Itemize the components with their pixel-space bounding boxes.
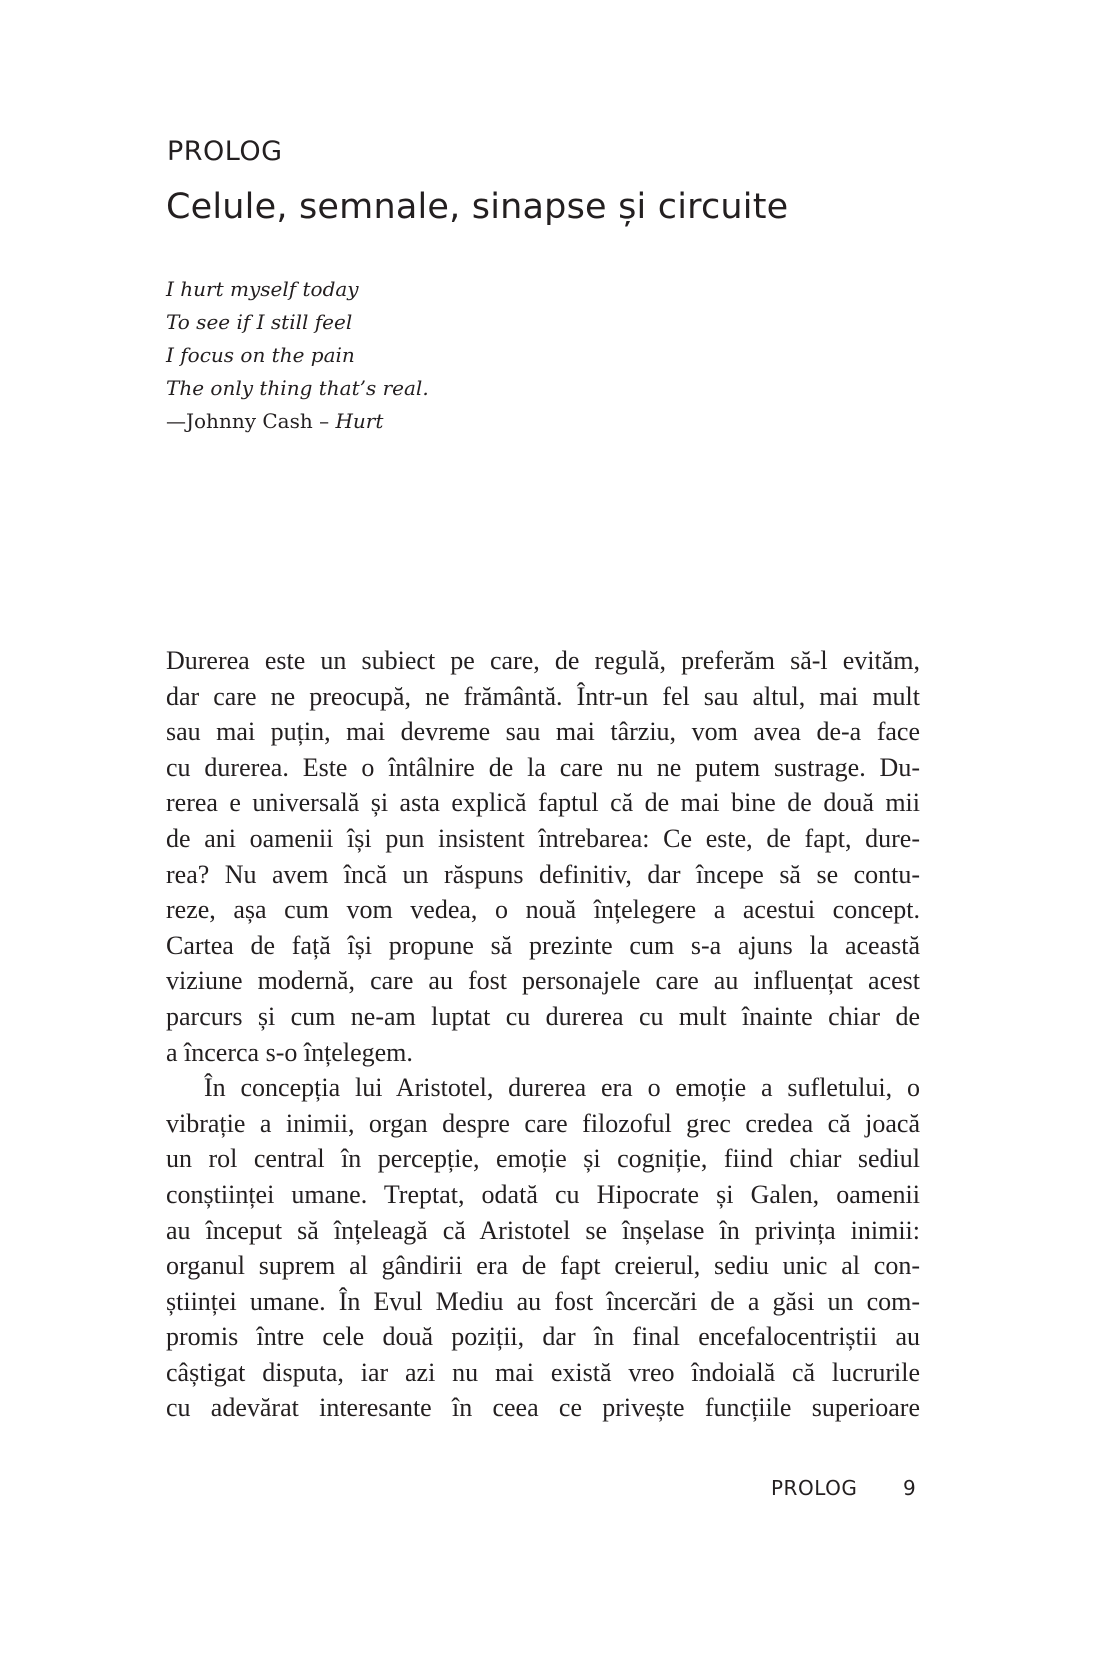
text-line: În concepția lui Aristotel, durerea era o emoție a sufletului, o bbox=[204, 1073, 920, 1103]
epigraph-line: To see if I still feel bbox=[166, 310, 353, 334]
text-line: a încerca s-o înțelegem. bbox=[166, 1037, 413, 1067]
paragraph-2 bbox=[166, 1070, 920, 1426]
text-line: de ani oamenii își pun insistent întrebarea: Ce este, de fapt, dure- bbox=[166, 823, 920, 853]
epigraph-line: The only thing that’s real. bbox=[166, 376, 429, 400]
text-line: dar care ne preocupă, ne frământă. Într-un fel sau altul, mai mult bbox=[166, 681, 920, 711]
text-line: vibrație a inimii, organ despre care filozoful grec credea că joacă bbox=[166, 1108, 920, 1138]
epigraph-song-title: Hurt bbox=[335, 409, 384, 433]
text-line: sau mai puțin, mai devreme sau mai târziu, vom avea de-a face bbox=[166, 717, 920, 747]
paragraph-1 bbox=[166, 643, 920, 1070]
text-line: reze, așa cum vom vedea, o nouă înțelegere a acestui concept. bbox=[166, 895, 920, 925]
epigraph-line: I focus on the pain bbox=[166, 343, 355, 367]
epigraph-line: I hurt myself today bbox=[166, 277, 359, 301]
page-number: 9 bbox=[903, 1476, 916, 1500]
text-line: organul suprem al gândirii era de fapt creierul, sediu unic al con- bbox=[166, 1251, 920, 1281]
text-line: rea? Nu avem încă un răspuns definitiv, dar începe să se contu- bbox=[166, 859, 920, 889]
text-line: științei umane. În Evul Mediu au fost încercări de a găsi un com- bbox=[166, 1286, 920, 1316]
chapter-title: Celule, semnale, sinapse și circuite bbox=[166, 187, 789, 227]
epigraph-author: —Johnny Cash – bbox=[166, 409, 336, 433]
chapter-label: PROLOG bbox=[167, 136, 283, 167]
text-line: un rol central în percepție, emoție și cogniție, fiind chiar sediul bbox=[166, 1144, 920, 1174]
text-line: au început să înțeleagă că Aristotel se înșelase în privința inimii: bbox=[166, 1215, 920, 1245]
text-line: viziune modernă, care au fost personajele care au influențat acest bbox=[166, 966, 920, 996]
text-line: conștiinței umane. Treptat, odată cu Hipocrate și Galen, oamenii bbox=[166, 1179, 920, 1209]
running-head: PROLOG bbox=[771, 1476, 858, 1500]
text-line: parcurs și cum ne-am luptat cu durerea cu mult înainte chiar de bbox=[166, 1001, 920, 1031]
text-line: rerea e universală și asta explică faptul că de mai bine de două mii bbox=[166, 788, 920, 818]
epigraph bbox=[166, 273, 429, 438]
text-line: câștigat disputa, iar azi nu mai există vreo îndoială că lucrurile bbox=[166, 1357, 920, 1387]
text-line: cu durerea. Este o întâlnire de la care nu ne putem sustrage. Du- bbox=[166, 752, 920, 782]
text-line: Durerea este un subiect pe care, de regulă, preferăm să-l evităm, bbox=[166, 646, 920, 675]
text-line: promis între cele două poziții, dar în final encefalocentriștii au bbox=[166, 1322, 920, 1352]
text-line: Cartea de față își propune să prezinte cum s-a ajuns la această bbox=[166, 930, 920, 960]
body-text bbox=[166, 643, 920, 1426]
epigraph-attribution bbox=[166, 405, 429, 438]
text-line: cu adevărat interesante în ceea ce privește funcțiile superioare bbox=[166, 1393, 920, 1423]
